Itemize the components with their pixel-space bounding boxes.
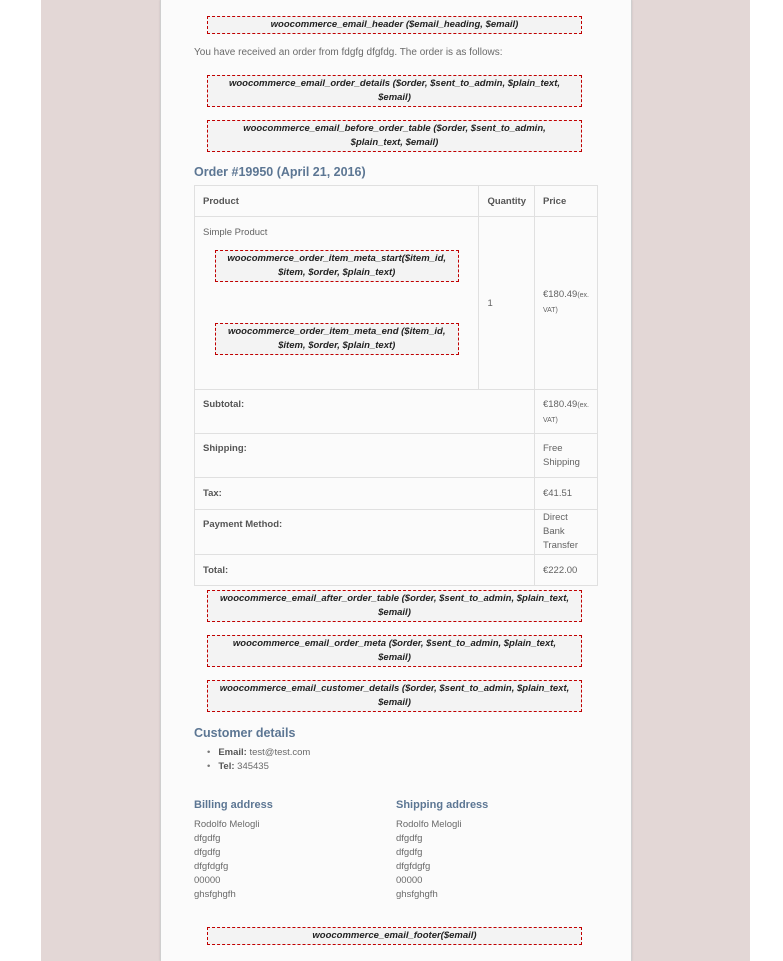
table-header-row xyxy=(195,186,598,217)
shipping-value: Free Shipping xyxy=(534,434,597,478)
shipping-address xyxy=(396,818,461,902)
intro-text: You have received an order from fdgfg dfgfdg. The order is as follows: xyxy=(194,47,503,58)
billing-line: Rodolfo Melogli xyxy=(194,819,260,830)
tax-label: Tax: xyxy=(195,478,535,510)
table-row xyxy=(195,555,598,586)
table-row xyxy=(195,390,598,434)
table-row xyxy=(195,434,598,478)
shipping-line: Rodolfo Melogli xyxy=(396,819,462,830)
shipping-line: ghsfghgfh xyxy=(396,889,438,900)
header-quantity: Quantity xyxy=(479,186,535,217)
header-product: Product xyxy=(195,186,479,217)
list-item xyxy=(207,746,310,760)
hook-email-header: woocommerce_email_header ($email_heading, $email) xyxy=(207,16,582,34)
tel-value: 345435 xyxy=(237,761,269,772)
billing-address-title: Billing address xyxy=(194,799,273,811)
shipping-line: dfgdfg xyxy=(396,833,423,844)
header-price: Price xyxy=(534,186,597,217)
hook-email-footer: woocommerce_email_footer($email) xyxy=(207,927,582,945)
hook-item-meta-start: woocommerce_order_item_meta_start($item_id, $item, $order, $plain_text) xyxy=(215,250,459,282)
order-title: Order #19950 (April 21, 2016) xyxy=(194,165,366,179)
payment-method-label: Payment Method: xyxy=(195,510,535,555)
item-price-cell xyxy=(534,217,597,390)
subtotal-cell xyxy=(534,390,597,434)
item-name: Simple Product xyxy=(203,227,268,238)
shipping-line: 00000 xyxy=(396,875,423,886)
item-price: €180.49 xyxy=(542,289,578,300)
total-label: Total: xyxy=(195,555,535,586)
email-label: Email: xyxy=(218,747,247,758)
shipping-label: Shipping: xyxy=(195,434,535,478)
total-value: €222.00 xyxy=(534,555,597,586)
tel-label: Tel: xyxy=(218,761,235,772)
item-product-cell xyxy=(195,217,479,390)
item-quantity: 1 xyxy=(479,217,535,390)
hook-item-meta-end: woocommerce_order_item_meta_end ($item_id, $item, $order, $plain_text) xyxy=(215,323,459,355)
table-row xyxy=(195,478,598,510)
list-item xyxy=(207,760,310,774)
table-row xyxy=(195,217,598,390)
hook-before-order-table: woocommerce_email_before_order_table ($order, $sent_to_admin, $plain_text, $email) xyxy=(207,120,582,152)
payment-method-value: Direct Bank Transfer xyxy=(534,510,597,555)
shipping-line: dfgfdgfg xyxy=(396,861,431,872)
order-table xyxy=(194,185,598,586)
email-value[interactable]: test@test.com xyxy=(249,747,311,758)
subtotal-suffix: (ex. VAT) xyxy=(542,402,589,424)
customer-details-list xyxy=(207,746,310,774)
billing-line: dfgdfg xyxy=(194,833,221,844)
billing-line: dfgfdgfg xyxy=(194,861,229,872)
item-price-suffix: (ex. VAT) xyxy=(542,292,589,314)
tax-value: €41.51 xyxy=(534,478,597,510)
hook-after-order-table: woocommerce_email_after_order_table ($order, $sent_to_admin, $plain_text, $email) xyxy=(207,590,582,622)
subtotal-value: €180.49 xyxy=(542,399,578,410)
shipping-address-title: Shipping address xyxy=(396,799,489,811)
hook-order-details: woocommerce_email_order_details ($order, $sent_to_admin, $plain_text, $email) xyxy=(207,75,582,107)
hook-customer-details: woocommerce_email_customer_details ($order, $sent_to_admin, $plain_text, $email) xyxy=(207,680,582,712)
subtotal-label: Subtotal: xyxy=(195,390,535,434)
table-row xyxy=(195,510,598,555)
customer-details-title: Customer details xyxy=(194,726,296,740)
hook-order-meta: woocommerce_email_order_meta ($order, $sent_to_admin, $plain_text, $email) xyxy=(207,635,582,667)
billing-line: 00000 xyxy=(194,875,221,886)
billing-address xyxy=(194,818,259,902)
billing-line: dfgdfg xyxy=(194,847,221,858)
billing-line: ghsfghgfh xyxy=(194,889,236,900)
shipping-line: dfgdfg xyxy=(396,847,423,858)
